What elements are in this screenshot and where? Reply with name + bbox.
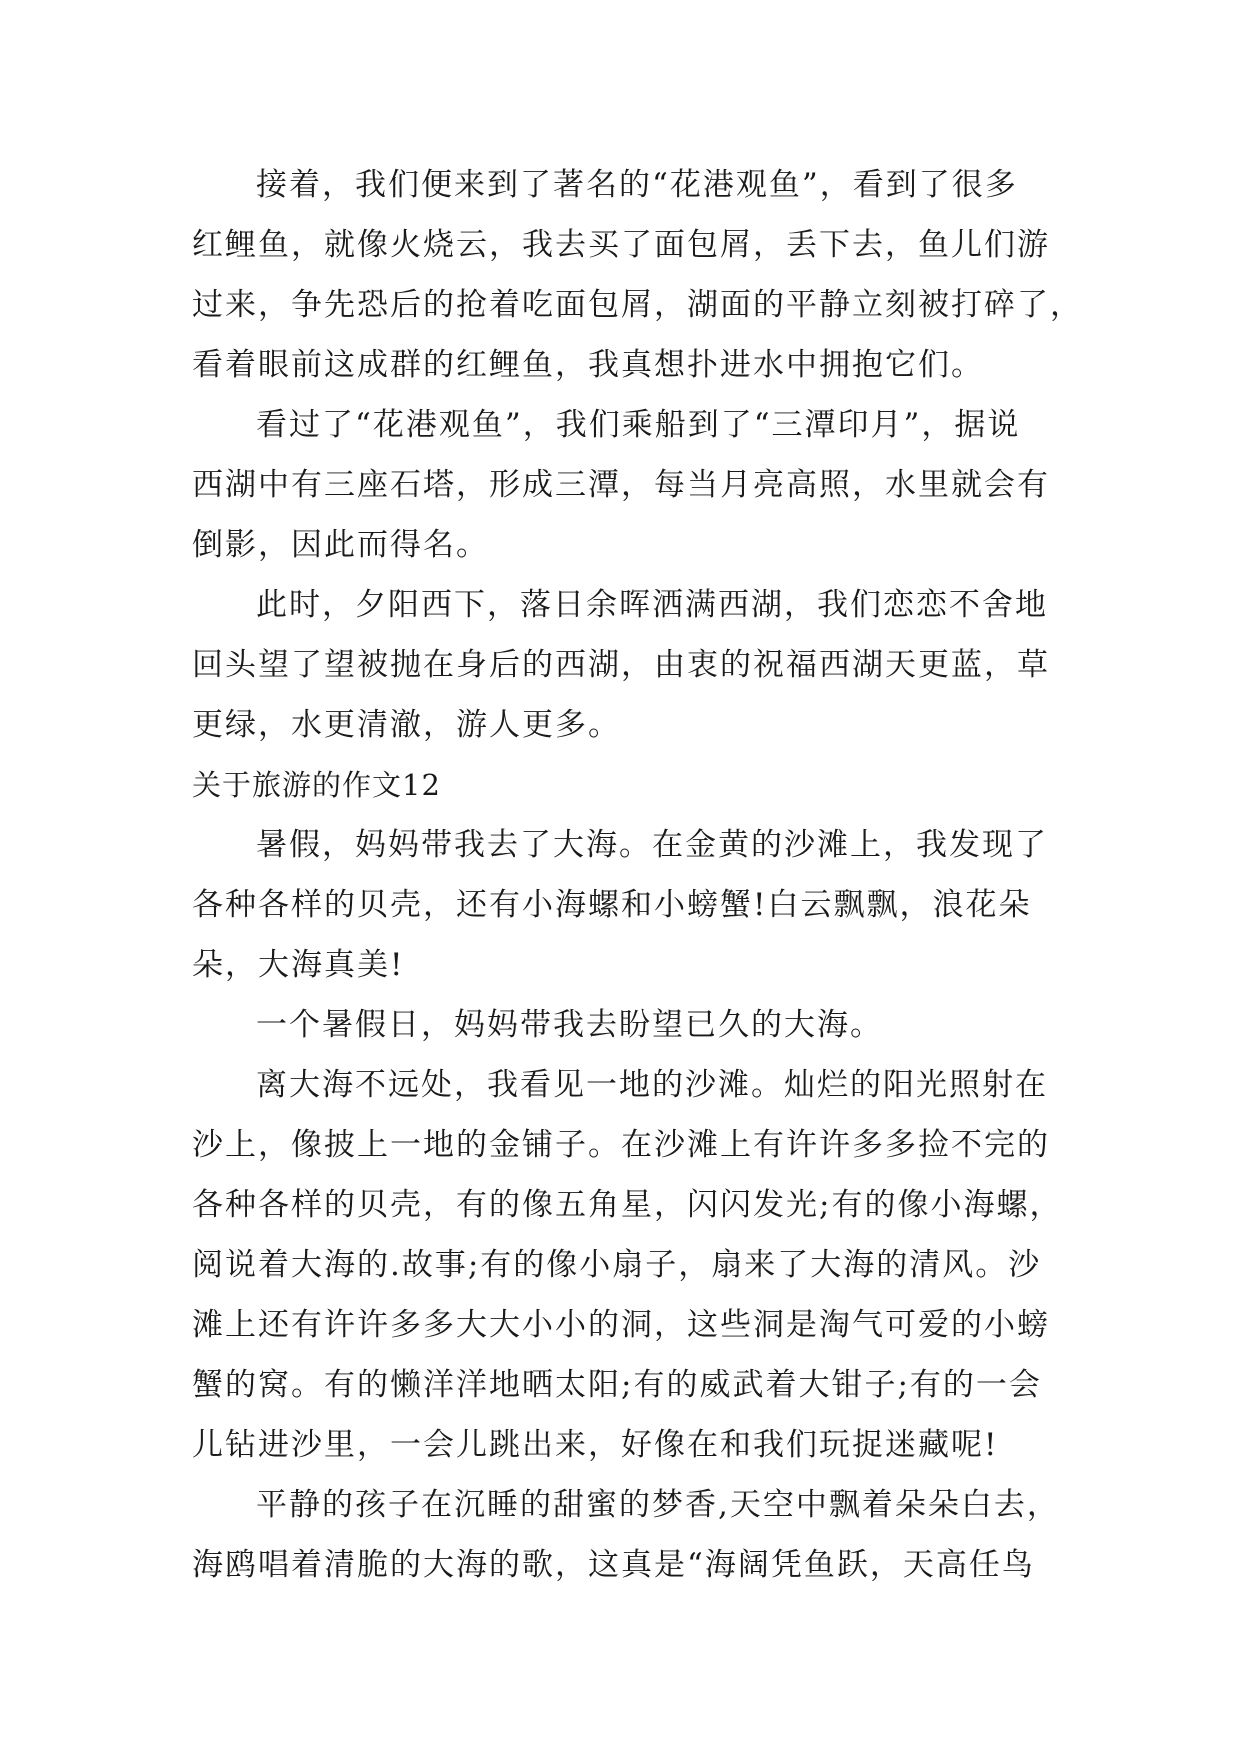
text-line: 看着眼前这成群的红鲤鱼，我真想扑进水中拥抱它们。 [192, 347, 984, 383]
text-line: 西湖中有三座石塔，形成三潭，每当月亮高照，水里就会有 [192, 467, 1050, 503]
text-line: 更绿，水更清澈，游人更多。 [192, 707, 621, 743]
text-line: 蟹的窝。有的懒洋洋地晒太阳;有的威武着大钳子;有的一会 [192, 1367, 1042, 1403]
text-line: 海鸥唱着清脆的大海的歌，这真是“海阔凭鱼跃，天高任鸟 [192, 1547, 1035, 1583]
text-line: 各种各样的贝壳，还有小海螺和小螃蟹!白云飘飘，浪花朵 [192, 887, 1032, 923]
section-heading: 关于旅游的作文12 [192, 768, 441, 802]
document-body [192, 155, 1083, 1595]
text-line: 各种各样的贝壳，有的像五角星，闪闪发光;有的像小海螺， [192, 1187, 1063, 1223]
text-line: 滩上还有许许多多大大小小的洞，这些洞是淘气可爱的小螃 [192, 1307, 1050, 1343]
text-line: 离大海不远处，我看见一地的沙滩。灿烂的阳光照射在 [256, 1067, 1048, 1103]
text-line: 接着，我们便来到了著名的“花港观鱼”，看到了很多 [256, 167, 1018, 203]
text-line: 红鲤鱼，就像火烧云，我去买了面包屑，丢下去，鱼儿们游 [192, 227, 1050, 263]
text-line: 回头望了望被抛在身后的西湖，由衷的祝福西湖天更蓝，草 [192, 647, 1050, 683]
text-line: 平静的孩子在沉睡的甜蜜的梦香,天空中飘着朵朵白去， [256, 1487, 1060, 1523]
text-line: 此时，夕阳西下，落日余晖洒满西湖，我们恋恋不舍地 [256, 587, 1048, 623]
text-line: 儿钻进沙里，一会儿跳出来，好像在和我们玩捉迷藏呢! [192, 1427, 999, 1463]
text-line: 看过了“花港观鱼”，我们乘船到了“三潭印月”，据说 [256, 407, 1021, 443]
text-line: 沙上，像披上一地的金铺子。在沙滩上有许许多多捡不完的 [192, 1127, 1050, 1163]
text-line: 一个暑假日，妈妈带我去盼望已久的大海。 [256, 1007, 883, 1043]
text-line: 朵，大海真美! [192, 947, 405, 983]
text-line: 倒影，因此而得名。 [192, 527, 489, 563]
text-line: 阅说着大海的.故事;有的像小扇子，扇来了大海的清风。沙 [192, 1247, 1042, 1283]
text-line: 暑假，妈妈带我去了大海。在金黄的沙滩上，我发现了 [256, 827, 1048, 863]
text-line: 过来，争先恐后的抢着吃面包屑，湖面的平静立刻被打碎了， [192, 287, 1083, 323]
